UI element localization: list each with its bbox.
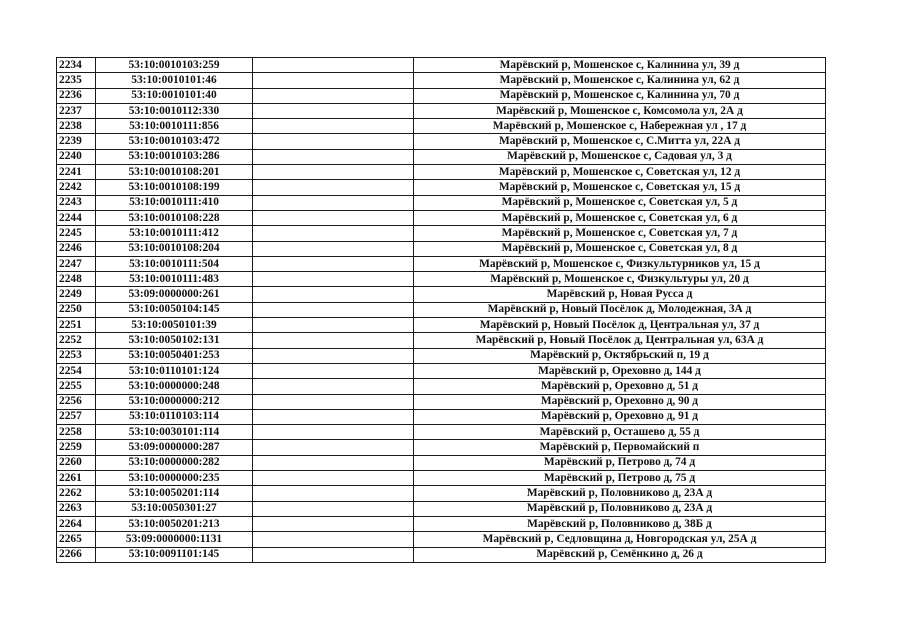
row-number-cell: 2263 bbox=[57, 501, 96, 516]
address-cell: Марёвский р, Ореховно д, 144 д bbox=[414, 363, 826, 378]
table-row bbox=[57, 501, 826, 516]
address-cell: Марёвский р, Ореховно д, 91 д bbox=[414, 409, 826, 424]
empty-cell bbox=[253, 210, 414, 225]
address-cell: Марёвский р, Октябрьский п, 19 д bbox=[414, 348, 826, 363]
table-row bbox=[57, 547, 826, 562]
row-number-cell: 2262 bbox=[57, 486, 96, 501]
address-cell: Марёвский р, Половниково д, 38Б д bbox=[414, 516, 826, 531]
table-row bbox=[57, 394, 826, 409]
row-number-cell: 2254 bbox=[57, 363, 96, 378]
address-cell: Марёвский р, Мошенское с, Калинина ул, 62 д bbox=[414, 73, 826, 88]
cadastral-number-cell: 53:10:0010111:504 bbox=[96, 256, 253, 271]
property-registry-table bbox=[56, 57, 826, 563]
address-cell: Марёвский р, Новый Посёлок д, Молодежная, 3А д bbox=[414, 302, 826, 317]
table-row bbox=[57, 134, 826, 149]
row-number-cell: 2253 bbox=[57, 348, 96, 363]
address-cell: Марёвский р, Ореховно д, 90 д bbox=[414, 394, 826, 409]
row-number-cell: 2257 bbox=[57, 409, 96, 424]
row-number-cell: 2248 bbox=[57, 272, 96, 287]
registry-table-body bbox=[57, 58, 826, 563]
cadastral-number-cell: 53:10:0050201:213 bbox=[96, 516, 253, 531]
cadastral-number-cell: 53:10:0010101:46 bbox=[96, 73, 253, 88]
row-number-cell: 2252 bbox=[57, 333, 96, 348]
address-cell: Марёвский р, Мошенское с, Советская ул, 12 д bbox=[414, 165, 826, 180]
address-cell: Марёвский р, Мошенское с, С.Митта ул, 22А д bbox=[414, 134, 826, 149]
row-number-cell: 2236 bbox=[57, 88, 96, 103]
row-number-cell: 2241 bbox=[57, 165, 96, 180]
cadastral-number-cell: 53:10:0010112:330 bbox=[96, 103, 253, 118]
table-row bbox=[57, 379, 826, 394]
table-row bbox=[57, 318, 826, 333]
empty-cell bbox=[253, 103, 414, 118]
table-row bbox=[57, 149, 826, 164]
empty-cell bbox=[253, 58, 414, 73]
empty-cell bbox=[253, 165, 414, 180]
empty-cell bbox=[253, 486, 414, 501]
address-cell: Марёвский р, Мошенское с, Физкультурников ул, 15 д bbox=[414, 256, 826, 271]
empty-cell bbox=[253, 379, 414, 394]
cadastral-number-cell: 53:10:0000000:282 bbox=[96, 455, 253, 470]
empty-cell bbox=[253, 532, 414, 547]
empty-cell bbox=[253, 302, 414, 317]
address-cell: Марёвский р, Половниково д, 23А д bbox=[414, 501, 826, 516]
table-row bbox=[57, 73, 826, 88]
table-row bbox=[57, 119, 826, 134]
row-number-cell: 2256 bbox=[57, 394, 96, 409]
empty-cell bbox=[253, 348, 414, 363]
address-cell: Марёвский р, Петрово д, 75 д bbox=[414, 471, 826, 486]
table-row bbox=[57, 348, 826, 363]
cadastral-number-cell: 53:10:0000000:248 bbox=[96, 379, 253, 394]
table-row bbox=[57, 195, 826, 210]
row-number-cell: 2240 bbox=[57, 149, 96, 164]
row-number-cell: 2238 bbox=[57, 119, 96, 134]
address-cell: Марёвский р, Седловщина д, Новгородская ул, 25А д bbox=[414, 532, 826, 547]
cadastral-number-cell: 53:10:0010111:483 bbox=[96, 272, 253, 287]
row-number-cell: 2234 bbox=[57, 58, 96, 73]
address-cell: Марёвский р, Семёнкино д, 26 д bbox=[414, 547, 826, 562]
table-row bbox=[57, 241, 826, 256]
cadastral-number-cell: 53:10:0050104:145 bbox=[96, 302, 253, 317]
table-row bbox=[57, 256, 826, 271]
empty-cell bbox=[253, 547, 414, 562]
cadastral-number-cell: 53:10:0030101:114 bbox=[96, 425, 253, 440]
address-cell: Марёвский р, Мошенское с, Физкультуры ул, 20 д bbox=[414, 272, 826, 287]
address-cell: Марёвский р, Новый Посёлок д, Центральная ул, 63А д bbox=[414, 333, 826, 348]
empty-cell bbox=[253, 73, 414, 88]
empty-cell bbox=[253, 256, 414, 271]
empty-cell bbox=[253, 287, 414, 302]
address-cell: Марёвский р, Осташево д, 55 д bbox=[414, 425, 826, 440]
empty-cell bbox=[253, 134, 414, 149]
empty-cell bbox=[253, 425, 414, 440]
table-row bbox=[57, 486, 826, 501]
cadastral-number-cell: 53:10:0050301:27 bbox=[96, 501, 253, 516]
empty-cell bbox=[253, 363, 414, 378]
table-row bbox=[57, 210, 826, 225]
address-cell: Марёвский р, Мошенское с, Калинина ул, 70 д bbox=[414, 88, 826, 103]
cadastral-number-cell: 53:09:0000000:287 bbox=[96, 440, 253, 455]
table-row bbox=[57, 302, 826, 317]
address-cell: Марёвский р, Мошенское с, Садовая ул, 3 д bbox=[414, 149, 826, 164]
address-cell: Марёвский р, Мошенское с, Советская ул, 15 д bbox=[414, 180, 826, 195]
cadastral-number-cell: 53:10:0010101:40 bbox=[96, 88, 253, 103]
address-cell: Марёвский р, Мошенское с, Комсомола ул, 2А д bbox=[414, 103, 826, 118]
cadastral-number-cell: 53:10:0010111:412 bbox=[96, 226, 253, 241]
cadastral-number-cell: 53:10:0010108:201 bbox=[96, 165, 253, 180]
empty-cell bbox=[253, 88, 414, 103]
row-number-cell: 2249 bbox=[57, 287, 96, 302]
row-number-cell: 2259 bbox=[57, 440, 96, 455]
row-number-cell: 2250 bbox=[57, 302, 96, 317]
address-cell: Марёвский р, Мошенское с, Советская ул, 5 д bbox=[414, 195, 826, 210]
row-number-cell: 2237 bbox=[57, 103, 96, 118]
table-row bbox=[57, 455, 826, 470]
empty-cell bbox=[253, 394, 414, 409]
empty-cell bbox=[253, 119, 414, 134]
row-number-cell: 2264 bbox=[57, 516, 96, 531]
row-number-cell: 2266 bbox=[57, 547, 96, 562]
table-row bbox=[57, 58, 826, 73]
row-number-cell: 2235 bbox=[57, 73, 96, 88]
address-cell: Марёвский р, Первомайский п bbox=[414, 440, 826, 455]
empty-cell bbox=[253, 180, 414, 195]
row-number-cell: 2247 bbox=[57, 256, 96, 271]
row-number-cell: 2242 bbox=[57, 180, 96, 195]
empty-cell bbox=[253, 501, 414, 516]
table-row bbox=[57, 180, 826, 195]
cadastral-number-cell: 53:10:0010103:286 bbox=[96, 149, 253, 164]
address-cell: Марёвский р, Ореховно д, 51 д bbox=[414, 379, 826, 394]
cadastral-number-cell: 53:10:0010111:410 bbox=[96, 195, 253, 210]
cadastral-number-cell: 53:09:0000000:1131 bbox=[96, 532, 253, 547]
table-row bbox=[57, 363, 826, 378]
address-cell: Марёвский р, Мошенское с, Советская ул, 6 д bbox=[414, 210, 826, 225]
cadastral-number-cell: 53:10:0010108:204 bbox=[96, 241, 253, 256]
row-number-cell: 2255 bbox=[57, 379, 96, 394]
empty-cell bbox=[253, 333, 414, 348]
cadastral-number-cell: 53:10:0050101:39 bbox=[96, 318, 253, 333]
address-cell: Марёвский р, Мошенское с, Калинина ул, 39 д bbox=[414, 58, 826, 73]
empty-cell bbox=[253, 195, 414, 210]
empty-cell bbox=[253, 471, 414, 486]
row-number-cell: 2244 bbox=[57, 210, 96, 225]
address-cell: Марёвский р, Мошенское с, Набережная ул , 17 д bbox=[414, 119, 826, 134]
cadastral-number-cell: 53:10:0000000:212 bbox=[96, 394, 253, 409]
row-number-cell: 2245 bbox=[57, 226, 96, 241]
empty-cell bbox=[253, 455, 414, 470]
address-cell: Марёвский р, Мошенское с, Советская ул, 8 д bbox=[414, 241, 826, 256]
cadastral-number-cell: 53:10:0010108:228 bbox=[96, 210, 253, 225]
row-number-cell: 2265 bbox=[57, 532, 96, 547]
table-row bbox=[57, 516, 826, 531]
table-row bbox=[57, 226, 826, 241]
empty-cell bbox=[253, 226, 414, 241]
cadastral-number-cell: 53:10:0010111:856 bbox=[96, 119, 253, 134]
row-number-cell: 2243 bbox=[57, 195, 96, 210]
empty-cell bbox=[253, 516, 414, 531]
address-cell: Марёвский р, Новая Русса д bbox=[414, 287, 826, 302]
cadastral-number-cell: 53:10:0110103:114 bbox=[96, 409, 253, 424]
address-cell: Марёвский р, Новый Посёлок д, Центральная ул, 37 д bbox=[414, 318, 826, 333]
row-number-cell: 2246 bbox=[57, 241, 96, 256]
table-row bbox=[57, 532, 826, 547]
table-row bbox=[57, 272, 826, 287]
address-cell: Марёвский р, Половниково д, 23А д bbox=[414, 486, 826, 501]
empty-cell bbox=[253, 149, 414, 164]
cadastral-number-cell: 53:10:0010108:199 bbox=[96, 180, 253, 195]
empty-cell bbox=[253, 409, 414, 424]
empty-cell bbox=[253, 272, 414, 287]
table-row bbox=[57, 409, 826, 424]
row-number-cell: 2258 bbox=[57, 425, 96, 440]
cadastral-number-cell: 53:10:0010103:259 bbox=[96, 58, 253, 73]
table-row bbox=[57, 88, 826, 103]
row-number-cell: 2261 bbox=[57, 471, 96, 486]
table-row bbox=[57, 103, 826, 118]
row-number-cell: 2239 bbox=[57, 134, 96, 149]
cadastral-number-cell: 53:10:0010103:472 bbox=[96, 134, 253, 149]
cadastral-number-cell: 53:10:0050401:253 bbox=[96, 348, 253, 363]
cadastral-number-cell: 53:10:0091101:145 bbox=[96, 547, 253, 562]
table-row bbox=[57, 333, 826, 348]
address-cell: Марёвский р, Мошенское с, Советская ул, 7 д bbox=[414, 226, 826, 241]
cadastral-number-cell: 53:10:0000000:235 bbox=[96, 471, 253, 486]
empty-cell bbox=[253, 241, 414, 256]
address-cell: Марёвский р, Петрово д, 74 д bbox=[414, 455, 826, 470]
row-number-cell: 2260 bbox=[57, 455, 96, 470]
cadastral-number-cell: 53:10:0110101:124 bbox=[96, 363, 253, 378]
empty-cell bbox=[253, 440, 414, 455]
cadastral-number-cell: 53:10:0050201:114 bbox=[96, 486, 253, 501]
cadastral-number-cell: 53:09:0000000:261 bbox=[96, 287, 253, 302]
table-row bbox=[57, 425, 826, 440]
row-number-cell: 2251 bbox=[57, 318, 96, 333]
empty-cell bbox=[253, 318, 414, 333]
table-row bbox=[57, 165, 826, 180]
cadastral-number-cell: 53:10:0050102:131 bbox=[96, 333, 253, 348]
table-row bbox=[57, 440, 826, 455]
table-row bbox=[57, 287, 826, 302]
table-row bbox=[57, 471, 826, 486]
